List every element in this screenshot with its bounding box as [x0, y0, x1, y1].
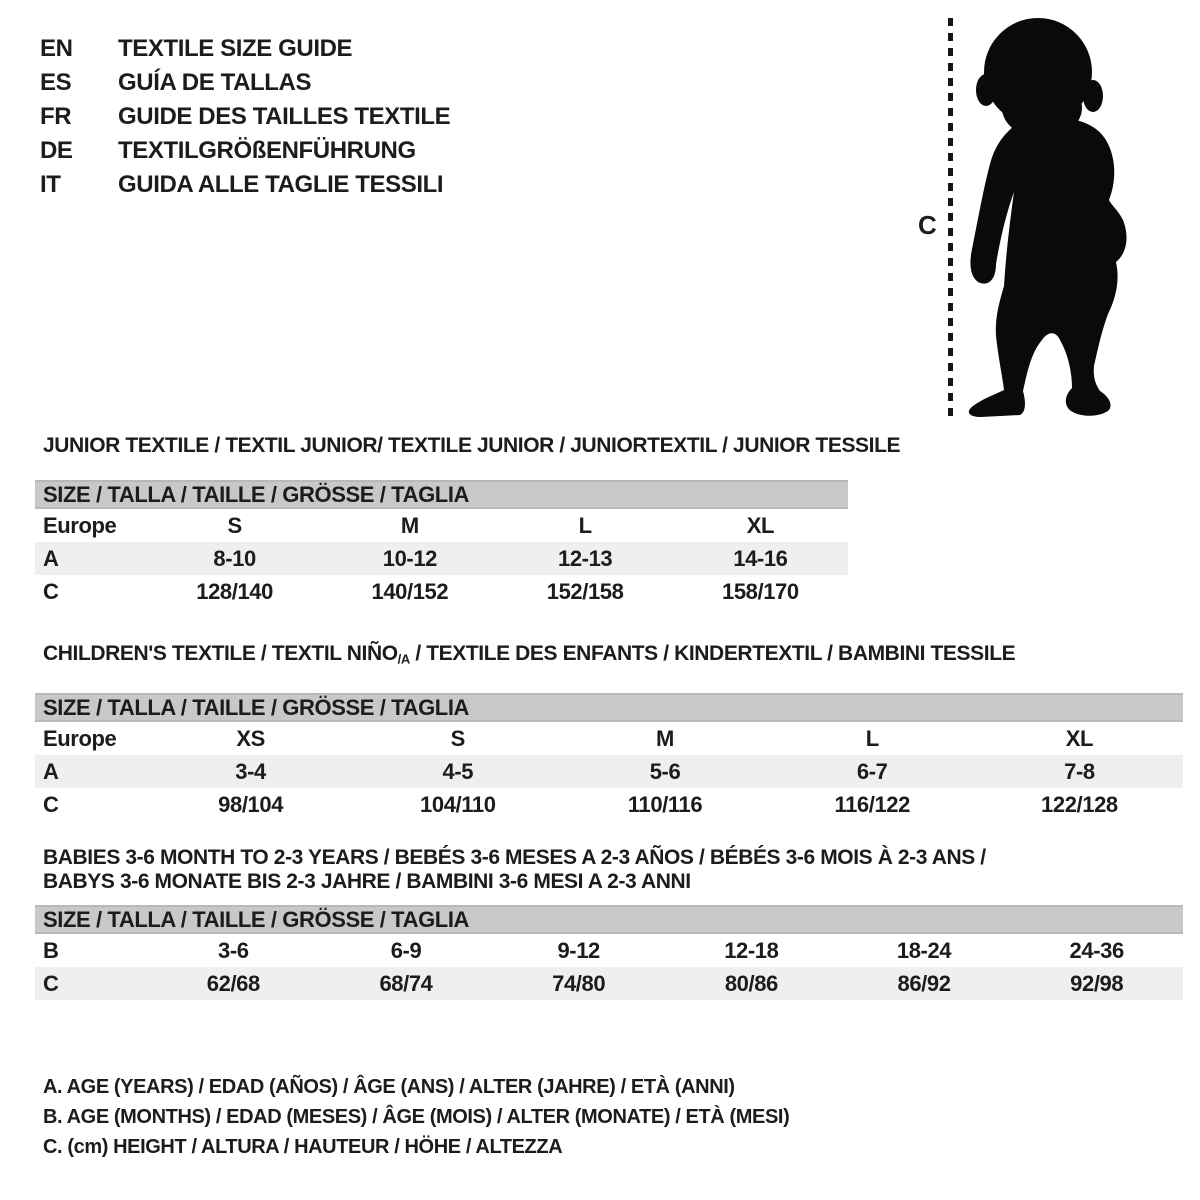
row-label: C: [43, 579, 59, 604]
table-cell: 92/98: [1070, 971, 1124, 996]
table-cell: 158/170: [722, 579, 799, 604]
row-label: C: [43, 792, 59, 818]
table-row: [35, 755, 1183, 788]
table-cell: 68/74: [379, 971, 433, 996]
language-code: ES: [40, 69, 72, 96]
table-body: [35, 722, 1183, 821]
measure-legend: [35, 1072, 789, 1162]
language-row-en: [40, 32, 450, 66]
table-cell: XL: [1065, 726, 1094, 752]
guide-title-en: TEXTILE SIZE GUIDE: [118, 35, 353, 62]
table-cell: 24-36: [1069, 938, 1124, 963]
table-row: [35, 542, 848, 575]
table-cell: 152/158: [546, 579, 624, 604]
babies-size-table: [35, 905, 1183, 1000]
language-code: EN: [40, 35, 73, 62]
table-row: [35, 788, 1183, 821]
row-label: C: [43, 971, 59, 996]
table-cell: 116/122: [834, 792, 910, 818]
children-title-part2: / TEXTILE DES ENFANTS / KINDERTEXTIL / BAMBINI TESSILE: [409, 642, 1016, 665]
legend-line-a: A. AGE (YEARS) / EDAD (AÑOS) / ÂGE (ANS) / ALTER (JAHRE) / ETÀ (ANNI): [43, 1076, 735, 1098]
guide-title-it: GUIDA ALLE TAGLIE TESSILI: [118, 171, 444, 198]
table-row: [35, 509, 848, 542]
children-title-part1: CHILDREN'S TEXTILE / TEXTIL NIÑO: [43, 642, 398, 665]
table-cell: 122/128: [1041, 792, 1118, 818]
table-cell: 8-10: [213, 546, 256, 571]
legend-line-b: B. AGE (MONTHS) / EDAD (MESES) / ÂGE (MOIS) / ALTER (MONATE) / ETÀ (MESI): [43, 1106, 790, 1128]
row-label: A: [43, 759, 59, 785]
language-title-list: [40, 32, 450, 202]
children-title-subscript: /A: [397, 651, 410, 667]
babies-section: [35, 846, 1183, 1000]
table-row: [35, 722, 1183, 755]
language-row-it: [40, 168, 450, 202]
row-label: A: [43, 546, 59, 571]
table-cell: 7-8: [1064, 759, 1095, 785]
table-cell: S: [450, 726, 465, 752]
row-label: Europe: [43, 513, 117, 538]
children-size-table: [35, 693, 1183, 821]
babies-section-title-line1: BABIES 3-6 MONTH TO 2-3 YEARS / BEBÉS 3-6 MESES A 2-3 AÑOS / BÉBÉS 3-6 MOIS À 2-3 ANS /: [43, 846, 986, 869]
table-cell: L: [578, 513, 592, 538]
language-row-de: [40, 134, 450, 168]
table-cell: 98/104: [218, 792, 284, 818]
table-cell: XS: [236, 726, 265, 752]
table-cell: 128/140: [196, 579, 273, 604]
table-cell: 14-16: [733, 546, 788, 571]
children-section-title: [35, 642, 1183, 671]
guide-title-es: GUÍA DE TALLAS: [118, 69, 312, 96]
guide-title-de: TEXTILGRÖßENFÜHRUNG: [118, 137, 416, 164]
row-label: Europe: [43, 726, 117, 752]
table-cell: 74/80: [552, 971, 606, 996]
table-row: [35, 575, 848, 608]
table-cell: 80/86: [724, 971, 778, 996]
height-dashed-line: [948, 18, 953, 418]
table-cell: 9-12: [557, 938, 600, 963]
table-cell: 104/110: [420, 792, 496, 818]
guide-title-fr: GUIDE DES TAILLES TEXTILE: [118, 103, 451, 130]
table-cell: 86/92: [897, 971, 951, 996]
table-cell: S: [227, 513, 242, 538]
junior-section: [35, 434, 901, 608]
table-cell: 10-12: [382, 546, 438, 571]
table-header: SIZE / TALLA / TAILLE / GRÖSSE / TAGLIA: [35, 693, 1183, 722]
junior-size-table: [35, 480, 848, 608]
table-cell: L: [865, 726, 879, 752]
table-row: [35, 934, 1183, 967]
height-measure-figure: [900, 12, 1170, 427]
table-cell: 62/68: [206, 971, 260, 996]
language-row-fr: [40, 100, 450, 134]
table-cell: M: [400, 513, 419, 538]
table-body: [35, 934, 1183, 1000]
babies-section-title-line2: BABYS 3-6 MONATE BIS 2-3 JAHRE / BAMBINI 3-6 MESI A 2-3 ANNI: [43, 870, 691, 893]
toddler-silhouette-icon: [962, 14, 1148, 418]
table-cell: 4-5: [442, 759, 474, 785]
table-cell: 12-13: [557, 546, 613, 571]
junior-section-title: JUNIOR TEXTILE / TEXTIL JUNIOR/ TEXTILE JUNIOR / JUNIORTEXTIL / JUNIOR TESSILE: [43, 434, 901, 457]
table-cell: 6-7: [856, 759, 888, 785]
table-row: [35, 967, 1183, 1000]
children-section: [35, 642, 1183, 821]
table-cell: 18-24: [896, 938, 952, 963]
table-cell: 6-9: [390, 938, 422, 963]
table-cell: M: [656, 726, 674, 752]
table-header: SIZE / TALLA / TAILLE / GRÖSSE / TAGLIA: [35, 480, 848, 509]
table-cell: XL: [746, 513, 775, 538]
table-body: [35, 509, 848, 608]
table-cell: 3-6: [218, 938, 249, 963]
table-cell: 140/152: [371, 579, 449, 604]
language-code: FR: [40, 103, 72, 130]
language-row-es: [40, 66, 450, 100]
table-header: SIZE / TALLA / TAILLE / GRÖSSE / TAGLIA: [35, 905, 1183, 934]
table-cell: 110/116: [627, 792, 703, 818]
table-cell: 12-18: [724, 938, 779, 963]
table-cell: 3-4: [235, 759, 266, 785]
row-label: B: [43, 938, 59, 963]
height-measure-label: C: [918, 210, 937, 240]
legend-line-c: C. (cm) HEIGHT / ALTURA / HAUTEUR / HÖHE / ALTEZZA: [43, 1136, 563, 1158]
language-code: DE: [40, 137, 73, 164]
table-cell: 5-6: [649, 759, 681, 785]
language-code: IT: [40, 171, 61, 198]
